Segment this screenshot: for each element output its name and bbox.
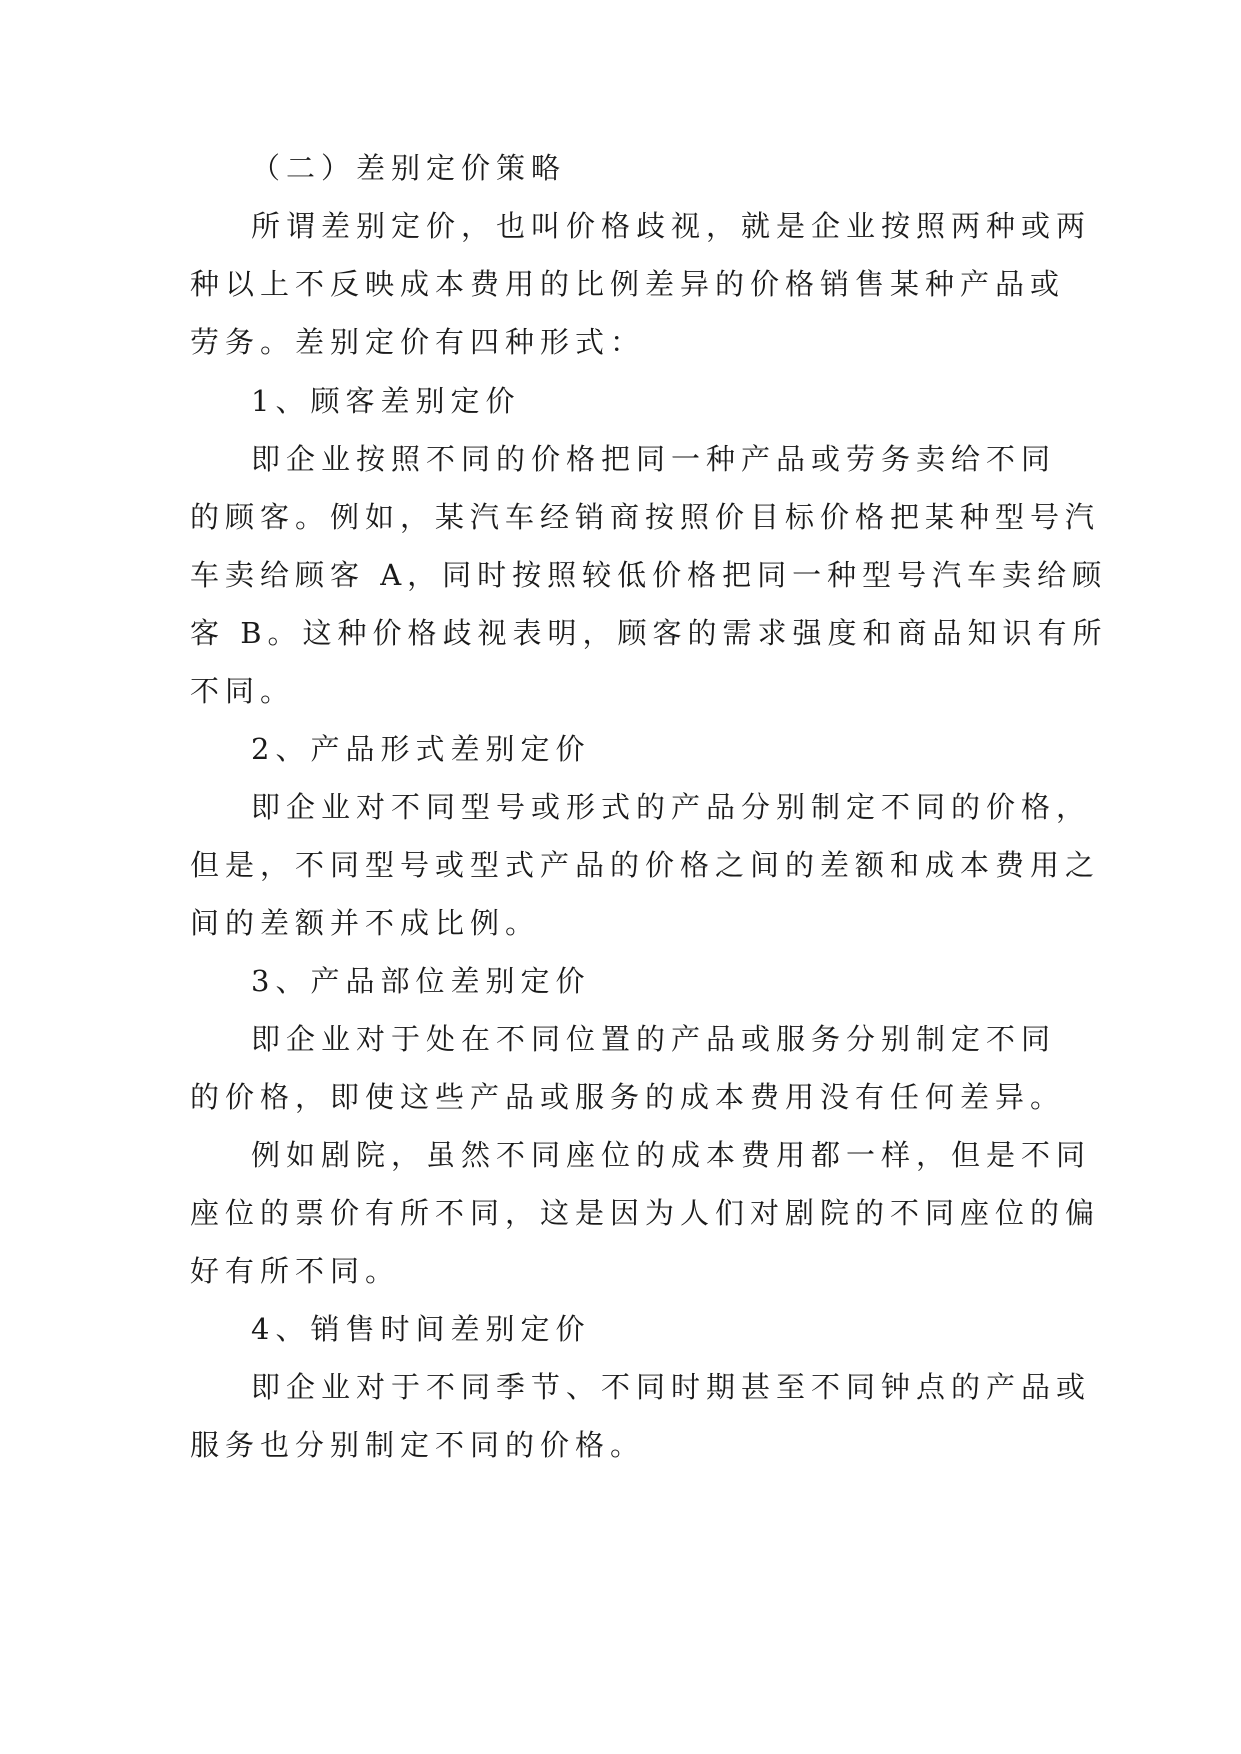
subheading: 4、销售时间差别定价 [251,1312,591,1346]
subheading: 1、顾客差别定价 [251,384,521,418]
paragraph-line: 不同。 [190,674,296,708]
paragraph-line: 即企业对于不同季节、不同时期甚至不同钟点的产品或 [251,1370,1092,1404]
paragraph-line: 车卖给顾客 A，同时按照较低价格把同一种型号汽车卖给顾 [190,558,1108,592]
paragraph-line: 但是，不同型号或型式产品的价格之间的差额和成本费用之 [190,848,1101,882]
paragraph-line: 例如剧院，虽然不同座位的成本费用都一样，但是不同 [251,1138,1092,1172]
paragraph-line: 座位的票价有所不同，这是因为人们对剧院的不同座位的偏 [190,1196,1101,1230]
paragraph-line: 劳务。差别定价有四种形式： [190,325,646,359]
subheading: 3、产品部位差别定价 [251,964,591,998]
paragraph-line: 所谓差别定价，也叫价格歧视，就是企业按照两种或两 [251,209,1092,243]
paragraph-line: 的价格，即使这些产品或服务的成本费用没有任何差异。 [190,1080,1066,1114]
subheading: 2、产品形式差别定价 [251,732,591,766]
paragraph-line: 客 B。这种价格歧视表明，顾客的需求强度和商品知识有所 [190,616,1108,650]
paragraph-line: 即企业对于处在不同位置的产品或服务分别制定不同 [251,1022,1057,1056]
paragraph-line: 种以上不反映成本费用的比例差异的价格销售某种产品或 [190,267,1066,301]
paragraph-line: 即企业对不同型号或形式的产品分别制定不同的价格， [251,790,1092,824]
paragraph-line: 的顾客。例如，某汽车经销商按照价目标价格把某种型号汽 [190,500,1101,534]
paragraph-line: 间的差额并不成比例。 [190,906,541,940]
paragraph-line: 服务也分别制定不同的价格。 [190,1428,646,1462]
section-heading: （二）差别定价策略 [251,151,567,185]
paragraph-line: 即企业按照不同的价格把同一种产品或劳务卖给不同 [251,442,1057,476]
paragraph-line: 好有所不同。 [190,1254,401,1288]
